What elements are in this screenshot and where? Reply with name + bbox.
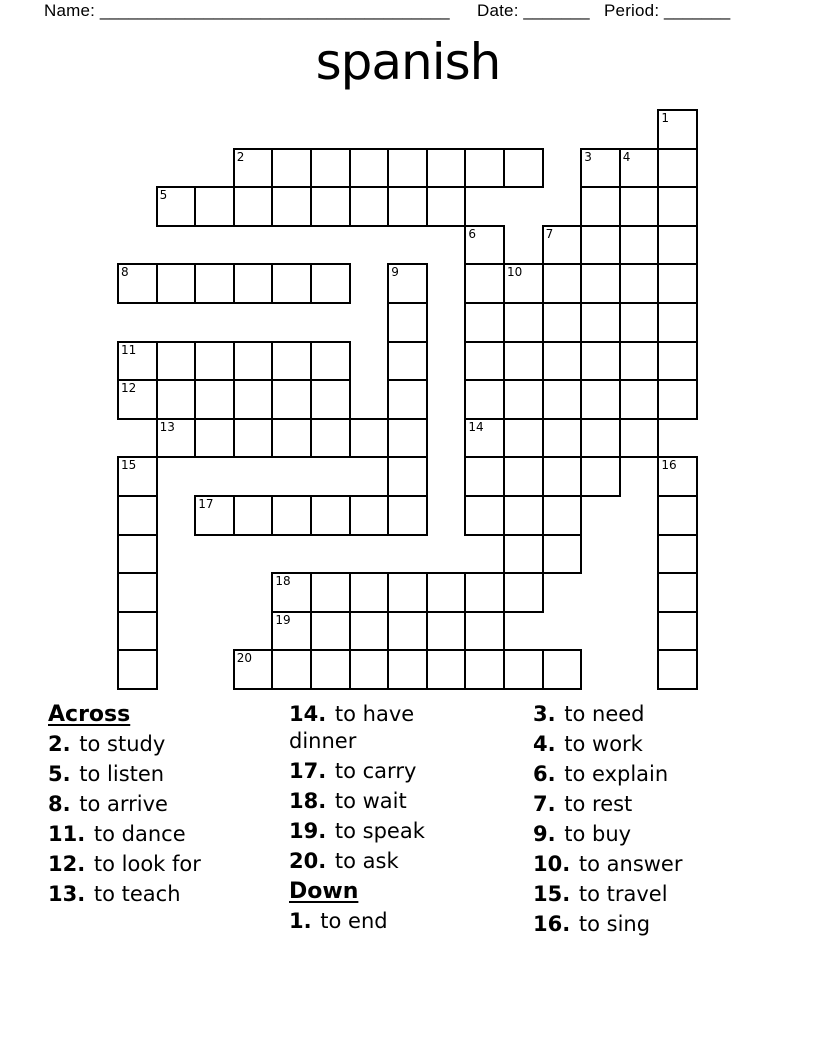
grid-cell-r10c3[interactable]: [233, 495, 274, 536]
date-blank-line[interactable]: _______: [523, 1, 590, 20]
grid-cell-r1c13[interactable]: [619, 148, 660, 189]
cell-number-18: 18: [275, 574, 291, 589]
grid-cell-r8c6[interactable]: [349, 418, 390, 459]
grid-cell-r5c13[interactable]: [619, 302, 660, 343]
grid-cell-r14c4[interactable]: [271, 649, 312, 690]
grid-cell-r4c9[interactable]: [464, 263, 505, 304]
grid-cell-r5c10[interactable]: [503, 302, 544, 343]
grid-cell-r1c3[interactable]: [233, 148, 274, 189]
grid-cell-r6c9[interactable]: [464, 341, 505, 382]
grid-cell-r8c11[interactable]: [542, 418, 583, 459]
cell-number-4: 4: [622, 149, 631, 164]
grid-cell-r5c9[interactable]: [464, 302, 505, 343]
grid-cell-r14c11[interactable]: [542, 649, 583, 690]
grid-cell-r10c9[interactable]: [464, 495, 505, 536]
grid-cell-r11c14[interactable]: [657, 534, 698, 575]
grid-cell-r4c1[interactable]: [156, 263, 197, 304]
clues-header-across: Across: [48, 702, 131, 727]
cell-number-9: 9: [391, 265, 399, 280]
grid-cell-r14c5[interactable]: [310, 649, 351, 690]
grid-cell-r7c0[interactable]: [117, 379, 158, 420]
grid-cell-r2c1[interactable]: [156, 186, 197, 227]
grid-cell-r6c14[interactable]: [657, 341, 698, 382]
clue-5: 5. to listen: [48, 762, 165, 786]
grid-cell-r7c7[interactable]: [387, 379, 428, 420]
cell-number-8: 8: [121, 265, 129, 280]
grid-cell-r14c3[interactable]: [233, 649, 274, 690]
grid-cell-r1c9[interactable]: [464, 148, 505, 189]
grid-cell-r1c10[interactable]: [503, 148, 544, 189]
crossword-grid: [117, 109, 699, 691]
grid-cell-r8c13[interactable]: [619, 418, 660, 459]
grid-cell-r6c11[interactable]: [542, 341, 583, 382]
grid-cell-r6c3[interactable]: [233, 341, 274, 382]
grid-cell-r8c2[interactable]: [194, 418, 235, 459]
cell-number-17: 17: [198, 497, 214, 511]
period-label: Period:: [604, 1, 660, 20]
grid-cell-r9c12[interactable]: [580, 456, 621, 497]
grid-cell-r7c12[interactable]: [580, 379, 621, 420]
grid-cell-r6c2[interactable]: [194, 341, 235, 382]
grid-cell-r6c5[interactable]: [310, 341, 351, 382]
grid-cell-r8c9[interactable]: [464, 418, 505, 459]
grid-cell-r7c9[interactable]: [464, 379, 505, 420]
grid-cell-r7c14[interactable]: [657, 379, 698, 420]
grid-cell-r13c14[interactable]: [657, 611, 698, 652]
grid-cell-r4c5[interactable]: [310, 263, 351, 304]
grid-cell-r14c14[interactable]: [657, 649, 698, 690]
cell-number-2: 2: [236, 149, 245, 164]
grid-cell-r10c2[interactable]: [194, 495, 235, 536]
clue-3: 3. to need: [533, 702, 645, 726]
grid-cell-r1c8[interactable]: [426, 148, 467, 189]
cell-number-6: 6: [468, 226, 477, 241]
grid-cell-r1c7[interactable]: [387, 148, 428, 189]
grid-cell-r13c0[interactable]: [117, 611, 158, 652]
grid-cell-r8c12[interactable]: [580, 418, 621, 459]
clue-13: 13. to teach: [48, 882, 181, 906]
cell-number-10: 10: [507, 265, 523, 280]
grid-cell-r7c10[interactable]: [503, 379, 544, 420]
grid-cell-r11c11[interactable]: [542, 534, 583, 575]
grid-cell-r3c9[interactable]: [464, 225, 505, 266]
clue-11: 11. to dance: [48, 822, 186, 846]
grid-cell-r8c3[interactable]: [233, 418, 274, 459]
clue-15: 15. to travel: [533, 882, 668, 906]
grid-cell-r9c0[interactable]: [117, 456, 158, 497]
grid-cell-r2c3[interactable]: [233, 186, 274, 227]
grid-cell-r10c4[interactable]: [271, 495, 312, 536]
grid-cell-r6c1[interactable]: [156, 341, 197, 382]
grid-cell-r2c7[interactable]: [387, 186, 428, 227]
grid-cell-r2c8[interactable]: [426, 186, 467, 227]
period-field: [604, 1, 730, 21]
cell-number-15: 15: [121, 458, 137, 473]
cell-number-12: 12: [121, 381, 137, 396]
cell-number-5: 5: [159, 188, 168, 203]
grid-cell-r7c4[interactable]: [271, 379, 312, 420]
clue-14: 14. to have dinner: [289, 702, 415, 753]
grid-cell-r6c7[interactable]: [387, 341, 428, 382]
date-field: [477, 1, 590, 21]
grid-cell-r10c0[interactable]: [117, 495, 158, 536]
grid-cell-r8c5[interactable]: [310, 418, 351, 459]
grid-cell-r12c14[interactable]: [657, 572, 698, 613]
grid-cell-r9c14[interactable]: [657, 456, 698, 497]
grid-cell-r2c6[interactable]: [349, 186, 390, 227]
period-blank-line[interactable]: _______: [664, 1, 731, 20]
clue-6: 6. to explain: [533, 762, 669, 786]
grid-cell-r0c14[interactable]: [657, 109, 698, 150]
grid-cell-r5c7[interactable]: [387, 302, 428, 343]
grid-cell-r1c12[interactable]: [580, 148, 621, 189]
grid-cell-r2c4[interactable]: [271, 186, 312, 227]
grid-cell-r12c7[interactable]: [387, 572, 428, 613]
grid-cell-r8c4[interactable]: [271, 418, 312, 459]
grid-cell-r8c7[interactable]: [387, 418, 428, 459]
grid-cell-r6c4[interactable]: [271, 341, 312, 382]
grid-cell-r14c7[interactable]: [387, 649, 428, 690]
cell-number-14: 14: [468, 419, 484, 434]
grid-cell-r1c4[interactable]: [271, 148, 312, 189]
grid-cell-r9c9[interactable]: [464, 456, 505, 497]
grid-cell-r4c12[interactable]: [580, 263, 621, 304]
cell-number-11: 11: [121, 342, 137, 357]
grid-cell-r11c0[interactable]: [117, 534, 158, 575]
grid-cell-r4c7[interactable]: [387, 263, 428, 304]
cell-number-13: 13: [159, 419, 175, 434]
page-title: spanish: [315, 33, 501, 91]
grid-cell-r13c9[interactable]: [464, 611, 505, 652]
grid-cell-r12c6[interactable]: [349, 572, 390, 613]
grid-cell-r6c0[interactable]: [117, 341, 158, 382]
clue-9: 9. to buy: [533, 822, 632, 846]
grid-cell-r3c13[interactable]: [619, 225, 660, 266]
grid-cell-r14c10[interactable]: [503, 649, 544, 690]
grid-cell-r2c12[interactable]: [580, 186, 621, 227]
clue-19: 19. to speak: [289, 819, 425, 843]
cell-number-7: 7: [545, 226, 554, 241]
clue-2: 2. to study: [48, 732, 166, 756]
grid-cell-r1c6[interactable]: [349, 148, 390, 189]
grid-cell-r7c3[interactable]: [233, 379, 274, 420]
cell-number-1: 1: [661, 111, 670, 125]
clue-4: 4. to work: [533, 732, 643, 756]
grid-cell-r4c10[interactable]: [503, 263, 544, 304]
grid-cell-r10c10[interactable]: [503, 495, 544, 536]
grid-cell-r2c13[interactable]: [619, 186, 660, 227]
grid-cell-r12c8[interactable]: [426, 572, 467, 613]
grid-cell-r3c12[interactable]: [580, 225, 621, 266]
name-field: [44, 1, 450, 21]
grid-cell-r10c7[interactable]: [387, 495, 428, 536]
grid-cell-r7c2[interactable]: [194, 379, 235, 420]
grid-cell-r2c14[interactable]: [657, 186, 698, 227]
grid-cell-r12c5[interactable]: [310, 572, 351, 613]
grid-cell-r2c2[interactable]: [194, 186, 235, 227]
clue-10: 10. to answer: [533, 852, 683, 876]
name-label: Name:: [44, 1, 96, 20]
grid-cell-r5c12[interactable]: [580, 302, 621, 343]
grid-cell-r6c13[interactable]: [619, 341, 660, 382]
grid-cell-r7c13[interactable]: [619, 379, 660, 420]
grid-cell-r7c5[interactable]: [310, 379, 351, 420]
grid-cell-r4c2[interactable]: [194, 263, 235, 304]
date-label: Date:: [477, 1, 519, 20]
grid-cell-r5c14[interactable]: [657, 302, 698, 343]
clue-column-middle: [289, 701, 475, 938]
grid-cell-r13c5[interactable]: [310, 611, 351, 652]
grid-cell-r4c13[interactable]: [619, 263, 660, 304]
clue-1: 1. to end: [289, 909, 388, 933]
grid-cell-r8c10[interactable]: [503, 418, 544, 459]
grid-cell-r11c10[interactable]: [503, 534, 544, 575]
cell-number-20: 20: [236, 651, 253, 666]
grid-cell-r13c6[interactable]: [349, 611, 390, 652]
grid-cell-r7c11[interactable]: [542, 379, 583, 420]
grid-cell-r4c0[interactable]: [117, 263, 158, 304]
grid-cell-r2c5[interactable]: [310, 186, 351, 227]
grid-cell-r13c7[interactable]: [387, 611, 428, 652]
grid-cell-r3c14[interactable]: [657, 225, 698, 266]
grid-cell-r12c4[interactable]: [271, 572, 312, 613]
grid-cell-r10c5[interactable]: [310, 495, 351, 536]
grid-cell-r8c1[interactable]: [156, 418, 197, 459]
grid-cell-r4c4[interactable]: [271, 263, 312, 304]
cell-number-16: 16: [661, 458, 677, 473]
grid-cell-r14c0[interactable]: [117, 649, 158, 690]
grid-cell-r4c14[interactable]: [657, 263, 698, 304]
grid-cell-r9c10[interactable]: [503, 456, 544, 497]
clues-header-down: Down: [289, 879, 359, 904]
grid-cell-r13c8[interactable]: [426, 611, 467, 652]
grid-cell-r4c3[interactable]: [233, 263, 274, 304]
grid-cell-r7c1[interactable]: [156, 379, 197, 420]
clue-20: 20. to ask: [289, 849, 399, 873]
clue-18: 18. to wait: [289, 789, 407, 813]
grid-cell-r10c11[interactable]: [542, 495, 583, 536]
clue-8: 8. to arrive: [48, 792, 168, 816]
grid-cell-r9c11[interactable]: [542, 456, 583, 497]
name-blank-line[interactable]: _____________________________________: [99, 1, 450, 20]
grid-cell-r14c9[interactable]: [464, 649, 505, 690]
clue-16: 16. to sing: [533, 912, 651, 936]
clue-17: 17. to carry: [289, 759, 417, 783]
grid-cell-r10c14[interactable]: [657, 495, 698, 536]
grid-cell-r1c14[interactable]: [657, 148, 698, 189]
grid-cell-r9c7[interactable]: [387, 456, 428, 497]
clue-12: 12. to look for: [48, 852, 201, 876]
grid-cell-r4c11[interactable]: [542, 263, 583, 304]
grid-cell-r6c12[interactable]: [580, 341, 621, 382]
clue-column-down: [533, 701, 793, 941]
grid-cell-r1c5[interactable]: [310, 148, 351, 189]
grid-cell-r12c10[interactable]: [503, 572, 544, 613]
grid-cell-r12c9[interactable]: [464, 572, 505, 613]
grid-cell-r10c6[interactable]: [349, 495, 390, 536]
cell-number-19: 19: [275, 612, 291, 627]
grid-cell-r14c8[interactable]: [426, 649, 467, 690]
grid-cell-r13c4[interactable]: [271, 611, 312, 652]
grid-cell-r6c10[interactable]: [503, 341, 544, 382]
cell-number-3: 3: [584, 149, 592, 164]
clue-column-across: [48, 701, 283, 911]
grid-cell-r14c6[interactable]: [349, 649, 390, 690]
grid-cell-r12c0[interactable]: [117, 572, 158, 613]
grid-cell-r5c11[interactable]: [542, 302, 583, 343]
grid-cell-r3c11[interactable]: [542, 225, 583, 266]
clue-7: 7. to rest: [533, 792, 633, 816]
